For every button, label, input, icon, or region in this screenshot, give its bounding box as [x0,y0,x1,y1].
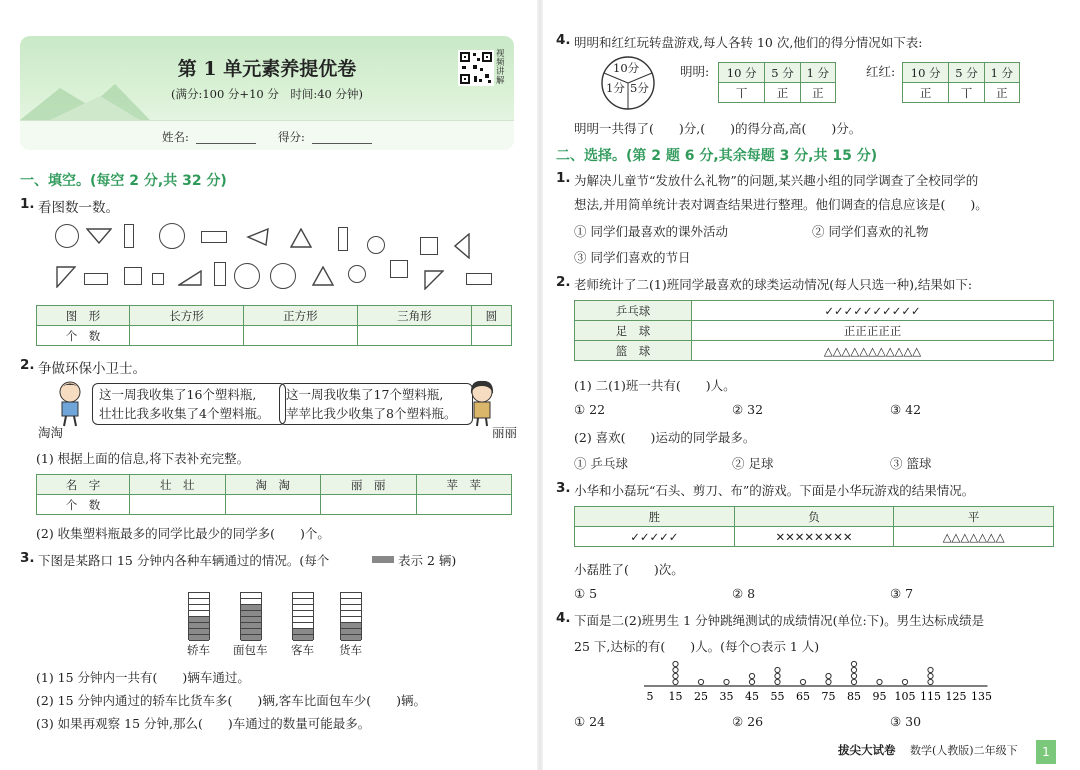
q3-sub2: (2) 15 分钟内通过的轿车比货车多( )辆,客车比面包车少( )辆。 [36,693,427,708]
rps-header: 负 [734,507,894,527]
hong-score-table [902,62,1020,103]
table-header-cell: 淘 淘 [225,475,321,495]
square-shape [390,260,408,278]
table-header-cell: 长方形 [130,306,244,326]
table-header-cell: 苹 苹 [416,475,512,495]
answer-cell[interactable] [471,326,511,346]
q4-number: 4. [556,32,571,48]
exam-header [20,36,514,150]
dot-plot-point [749,679,754,684]
q1-text: 看图数一数。 [38,200,119,216]
table-header-cell: 正方形 [243,306,357,326]
rectangle-shape [84,273,108,285]
dot-plot-point [826,673,831,678]
dot-plot-point [749,673,754,678]
table-header-cell: 三角形 [357,306,471,326]
vehicle-bar [188,592,210,640]
dot-plot-point [851,679,856,684]
dot-plot-tick-label: 65 [796,690,810,703]
tally-cell: 正 [984,83,1019,103]
answer-cell[interactable] [357,326,471,346]
q3-text-after: 表示 2 辆) [398,553,457,568]
dot-plot-point [724,679,729,684]
square-shape [152,273,164,285]
score-label: 得分: [278,130,305,144]
answer-cell[interactable] [225,495,321,515]
dot-plot-tick-label: 75 [821,690,836,703]
vehicle-bar-segment [241,635,261,641]
score-field[interactable] [312,143,372,144]
score-header: 5 分 [765,63,800,83]
s2-q2-text: 老师统计了二(1)班同学最喜欢的球类运动情况(每人只选一种),结果如下: [574,277,973,292]
table-header-cell: 图 形 [37,306,130,326]
dot-plot-point [775,667,780,672]
dot-plot-tick-label: 125 [945,690,967,703]
ball-sport-table [574,300,1054,361]
s2-q4-option[interactable]: ② 26 [732,714,764,729]
triangle-shape [454,233,470,259]
dot-plot-point [826,679,831,684]
circle-shape [367,236,385,254]
dot-plot-point [851,667,856,672]
vehicle-label: 货车 [339,643,362,657]
right-page [540,0,1080,770]
s2-q2-sub2-option[interactable]: ① 乒乓球 [574,456,628,471]
triangle-shape [424,270,444,290]
rps-marks: ✓✓✓✓✓ [575,527,735,547]
sport-label: 篮 球 [575,341,692,361]
triangle-shape [290,228,312,248]
dot-plot-point [673,679,678,684]
score-header: 1 分 [800,63,835,83]
name-label: 姓名: [162,130,189,144]
q3-sub3: (3) 如果再观察 15 分钟,那么( )车通过的数量可能最多。 [36,716,371,731]
dot-plot-point [800,679,805,684]
dot-plot-point [775,673,780,678]
table-header-cell: 壮 壮 [130,475,226,495]
s2-q1-option[interactable]: ③ 同学们喜欢的节日 [574,250,691,265]
rps-marks: ✕✕✕✕✕✕✕✕ [734,527,894,547]
wheel-label: 1分 [606,81,625,95]
square-shape [124,267,142,285]
dot-plot-tick-label: 115 [920,690,941,703]
circle-shape [270,263,296,289]
s2-q4-option[interactable]: ① 24 [574,714,606,729]
speech-bubble-lili [279,383,473,425]
answer-cell[interactable] [243,326,357,346]
name-score-band [20,120,514,150]
s2-q2-sub1-option[interactable]: ① 22 [574,402,606,417]
rps-marks: △△△△△△△ [894,527,1054,547]
sport-marks: △△△△△△△△△△△ [692,341,1054,361]
circle-shape [159,223,185,249]
circle-shape [234,263,260,289]
dot-plot-point [902,679,907,684]
sport-marks: 正正正正正 [692,321,1054,341]
s2-q1-option[interactable]: ② 同学们喜欢的礼物 [812,224,929,239]
q4-question: 明明一共得了( )分,( )的得分高,高( )分。 [574,121,862,136]
tally-cell: 正 [800,83,835,103]
name-lili: 丽丽 [492,425,518,440]
s2-q4-line2: 25 下,达标的有( )人。(每个○表示 1 人) [574,639,820,654]
vehicle-bar [240,592,262,640]
dot-plot-point [673,661,678,666]
vehicle-label: 轿车 [187,643,210,657]
table-row-label: 个 数 [37,326,130,346]
s2-q3-text: 小华和小磊玩“石头、剪刀、布”的游戏。下面是小华玩游戏的结果情况。 [574,483,975,498]
s2-q2-number: 2. [556,274,571,290]
qr-caption: 视频讲解 [496,49,505,86]
name-field[interactable] [196,143,256,144]
bottle-count-table [36,474,512,515]
s2-q1-option[interactable]: ① 同学们最喜欢的课外活动 [574,224,728,239]
exam-title: 第 1 单元素养提优卷 [177,58,357,80]
s2-q1-number: 1. [556,170,571,186]
vehicle-bar-segment [189,635,209,641]
score-header: 5 分 [949,63,984,83]
s2-q2-sub2-option[interactable]: ② 足球 [732,456,774,471]
s2-q3-option[interactable]: ① 5 [574,586,598,601]
s2-q2-sub1-option[interactable]: ③ 42 [890,402,922,417]
q3-text-before: 下图是某路口 15 分钟内各种车辆通过的情况。(每个 [38,553,330,568]
dot-plot-point [698,679,703,684]
footer-subject: 数学(人教版)二年级下 [910,744,1018,757]
wheel-label: 5分 [630,81,649,95]
s2-q1-line2: 想法,并用简单统计表对调查结果进行整理。他们调查的信息应该是( )。 [574,197,988,212]
dot-plot-tick-label: 55 [770,690,785,703]
dot-plot-tick-label: 35 [719,690,734,703]
tally-cell: 正 [903,83,949,103]
s2-q2-sub2-option[interactable]: ③ 篮球 [890,456,932,471]
vehicle-label: 客车 [291,643,314,657]
dot-plot-tick-label: 135 [971,690,992,703]
s2-q4-number: 4. [556,610,571,626]
s2-q3-option[interactable]: ② 8 [732,586,756,601]
vehicle-label: 面包车 [233,643,268,657]
q4-text: 明明和红红玩转盘游戏,每人各转 10 次,他们的得分情况如下表: [574,35,923,50]
dot-plot-point [851,673,856,678]
vehicle-bar [340,592,362,640]
legend-block-icon [372,556,394,563]
page-number: 1 [1036,740,1056,764]
table-row-label: 个 数 [37,495,130,515]
score-header: 10 分 [903,63,949,83]
speech-bubble-taotao [92,383,286,425]
shape-count-table [36,305,512,346]
s2-q4-option[interactable]: ③ 30 [890,714,922,729]
tally-cell: 丅 [949,83,984,103]
boy-illustration [52,380,88,428]
name-taotao: 淘淘 [38,425,64,440]
q3-number: 3. [20,550,35,566]
dot-plot-tick-label: 15 [668,690,683,703]
score-header: 1 分 [984,63,1019,83]
exam-meta: (满分:100 分+10 分 时间:40 分钟) [170,87,364,101]
s2-q3-number: 3. [556,480,571,496]
sport-marks: ✓✓✓✓✓✓✓✓✓✓ [692,301,1054,321]
bubble-line: 苹苹比我少收集了8个塑料瓶。 [286,406,457,421]
vehicle-bar [292,592,314,640]
jump-rope-dot-plot [640,656,1000,706]
ming-label: 明明: [680,64,710,79]
s2-q2-sub1-option[interactable]: ② 32 [732,402,764,417]
sport-label: 足 球 [575,321,692,341]
vehicle-bar-segment [293,635,313,641]
triangle-shape [178,270,202,286]
rps-header: 胜 [575,507,735,527]
q2-sub1: (1) 根据上面的信息,将下表补充完整。 [36,451,250,466]
dot-plot-point [877,679,882,684]
answer-cell[interactable] [130,326,244,346]
tally-cell: 正 [765,83,800,103]
score-header: 10 分 [719,63,765,83]
table-header-cell: 丽 丽 [321,475,417,495]
dot-plot-tick-label: 45 [745,690,759,703]
tally-cell: 丅 [719,83,765,103]
dot-plot-point [928,667,933,672]
q3-sub1: (1) 15 分钟内一共有( )辆车通过。 [36,670,250,685]
bubble-line: 壮壮比我多收集了4个塑料瓶。 [99,406,270,421]
triangle-shape [56,266,76,288]
q2-text: 争做环保小卫士。 [38,361,146,377]
wheel-label: 10分 [613,61,640,75]
vehicle-bar-segment [341,635,361,641]
dot-plot-point [851,661,856,666]
girl-illustration [464,380,500,428]
s2-q3-question: 小磊胜了( )次。 [574,562,684,577]
footer-brand: 拔尖大试卷 [838,743,896,757]
q1-number: 1. [20,196,35,212]
dot-plot-point [928,679,933,684]
rectangle-shape [214,262,226,286]
q2-sub2: (2) 收集塑料瓶最多的同学比最少的同学多( )个。 [36,526,330,541]
dot-plot-tick-label: 25 [694,690,708,703]
dot-plot-point [673,673,678,678]
bubble-line: 这一周我收集了17个塑料瓶, [286,387,444,402]
section-1-title: 一、填空。(每空 2 分,共 32 分) [20,173,227,189]
dot-plot-tick-label: 85 [847,690,861,703]
rectangle-shape [338,227,348,251]
rps-header: 平 [894,507,1054,527]
triangle-shape [312,266,334,286]
circle-shape [348,265,366,283]
s2-q2-sub1: (1) 二(1)班一共有( )人。 [574,378,736,393]
rectangle-shape [466,273,492,285]
s2-q3-option[interactable]: ③ 7 [890,586,914,601]
dot-plot-tick-label: 105 [894,690,916,703]
s2-q4-line1: 下面是二(2)班男生 1 分钟跳绳测试的成绩情况(单位:下)。男生达标成绩是 [574,613,985,628]
triangle-shape [246,228,270,246]
s2-q2-sub2: (2) 喜欢( )运动的同学最多。 [574,430,756,445]
ming-score-table [718,62,836,103]
square-shape [420,237,438,255]
answer-cell[interactable] [416,495,512,515]
rectangle-shape [201,231,227,243]
dot-plot-tick-label: 5 [646,690,654,703]
q2-number: 2. [20,357,35,373]
dot-plot-point [928,673,933,678]
answer-cell[interactable] [130,495,226,515]
rectangle-shape [124,224,134,248]
rps-result-table [574,506,1054,547]
bubble-line: 这一周我收集了16个塑料瓶, [99,387,257,402]
table-header-cell: 圆 [471,306,511,326]
table-header-cell: 名 字 [37,475,130,495]
qr-code[interactable] [458,50,494,86]
circle-shape [55,224,79,248]
dot-plot-point [673,667,678,672]
dot-plot-tick-label: 95 [872,690,887,703]
dot-plot-point [775,679,780,684]
triangle-shape [86,228,112,244]
s2-q1-line1: 为解决儿童节“发放什么礼物”的问题,某兴趣小组的同学调查了全校同学的 [574,173,979,188]
section-2-title: 二、选择。(第 2 题 6 分,其余每题 3 分,共 15 分) [556,148,878,164]
hong-label: 红红: [866,64,896,79]
answer-cell[interactable] [321,495,417,515]
sport-label: 乒乓球 [575,301,692,321]
